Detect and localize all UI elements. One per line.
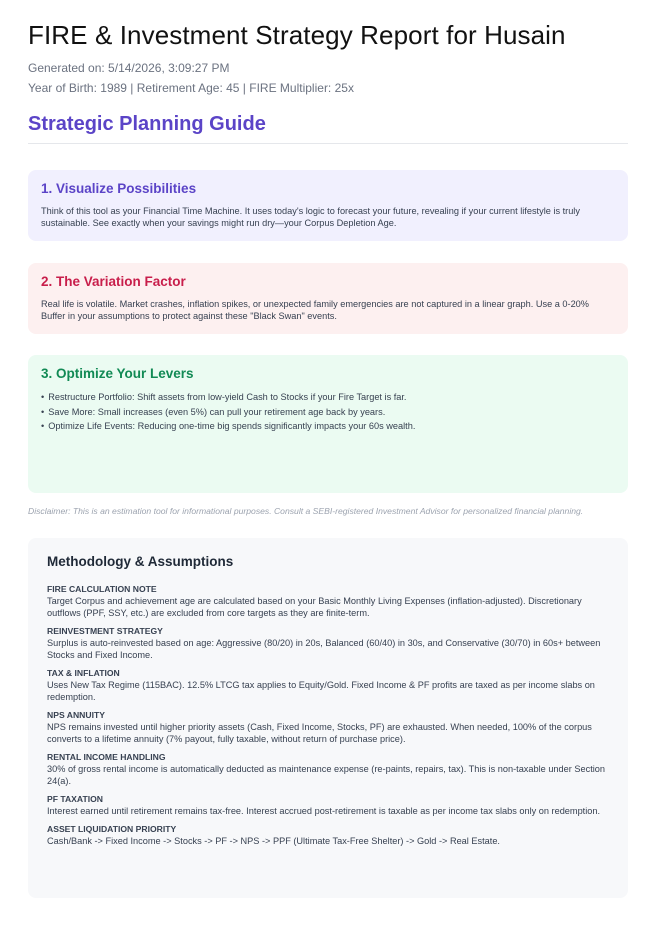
guide-heading: Strategic Planning Guide (28, 113, 266, 135)
methodology-section (47, 824, 609, 847)
section-divider (28, 143, 628, 144)
report-title: FIRE & Investment Strategy Report for Husain (28, 20, 566, 50)
section-label: PF TAXATION (47, 794, 104, 804)
profile-summary: Year of Birth: 1989 | Retirement Age: 45 | FIRE Multiplier: 25x (28, 81, 354, 95)
disclaimer: Disclaimer: This is an estimation tool for informational purposes. Consult a SEBI-registered Investment Advisor for personalized financial planning. (28, 506, 584, 516)
section-label: TAX & INFLATION (47, 668, 120, 678)
section-text: Target Corpus and achievement age are calculated based on your Basic Monthly Living Expenses (inflation-adjusted). Discretionary outflows (PPF, SSY, etc.) are excluded from core targets as they are finite-term. (47, 596, 582, 618)
section-text: Interest earned until retirement remains tax-free. Interest accrued post-retirement is taxable as per income tax slabs only on redemption. (47, 806, 601, 816)
card-title: 3. Optimize Your Levers (41, 366, 194, 381)
card-variation-factor (28, 263, 628, 334)
card-optimize-levers (28, 355, 628, 493)
card-text: Think of this tool as your Financial Time Machine. It uses today's logic to forecast your future, revealing if your current lifestyle is truly sustainable. See exactly when your savings might run dry—your Corpus Depletion Age. (41, 206, 580, 228)
section-label: REINVESTMENT STRATEGY (47, 626, 163, 636)
methodology-section (47, 794, 609, 817)
methodology-section (47, 668, 609, 703)
list-item: • Save More: Small increases (even 5%) can pull your retirement age back by years. (41, 405, 615, 420)
card-text: Real life is volatile. Market crashes, inflation spikes, or unexpected family emergencies are not captured in a linear graph. Use a 0-20% Buffer in your assumptions to protect against these "Black Swan" events. (41, 299, 589, 321)
card-title: 1. Visualize Possibilities (41, 181, 197, 196)
methodology-section (47, 710, 609, 745)
methodology-section (47, 626, 609, 661)
methodology-panel (28, 538, 628, 898)
section-text: 30% of gross rental income is automatically deducted as maintenance expense (re-paints, repairs, tax). This is non-taxable under Section 24(a). (47, 764, 606, 786)
section-text: NPS remains invested until higher priority assets (Cash, Fixed Income, Stocks, PF) are exhausted. When needed, 100% of the corpus converts to a lifetime annuity (7% payout, fully taxable, without return of purchase price). (47, 722, 592, 744)
section-text: Uses New Tax Regime (115BAC). 12.5% LTCG tax applies to Equity/Gold. Fixed Income & PF profits are taxed as per income slabs on redemption. (47, 680, 595, 702)
section-label: NPS ANNUITY (47, 710, 105, 720)
list-item: • Optimize Life Events: Reducing one-time big spends significantly impacts your 60s wealth. (41, 419, 615, 434)
section-text: Surplus is auto-reinvested based on age: Aggressive (80/20) in 20s, Balanced (60/40) in 30s, and Conservative (30/70) in 60s+ between Stocks and Fixed Income. (47, 638, 601, 660)
section-label: RENTAL INCOME HANDLING (47, 752, 166, 762)
card-title: 2. The Variation Factor (41, 274, 186, 289)
section-label: ASSET LIQUIDATION PRIORITY (47, 824, 177, 834)
card-visualize-possibilities (28, 170, 628, 241)
generated-timestamp: Generated on: 5/14/2026, 3:09:27 PM (28, 61, 230, 75)
list-item: • Restructure Portfolio: Shift assets from low-yield Cash to Stocks if your Fire Target is far. (41, 390, 615, 405)
lever-list (41, 390, 615, 434)
methodology-section (47, 584, 609, 619)
methodology-heading: Methodology & Assumptions (47, 554, 234, 569)
section-text: Cash/Bank -> Fixed Income -> Stocks -> PF -> NPS -> PPF (Ultimate Tax-Free Shelter) -> Gold -> Real Estate. (47, 836, 500, 846)
methodology-section (47, 752, 609, 787)
section-label: FIRE CALCULATION NOTE (47, 584, 157, 594)
